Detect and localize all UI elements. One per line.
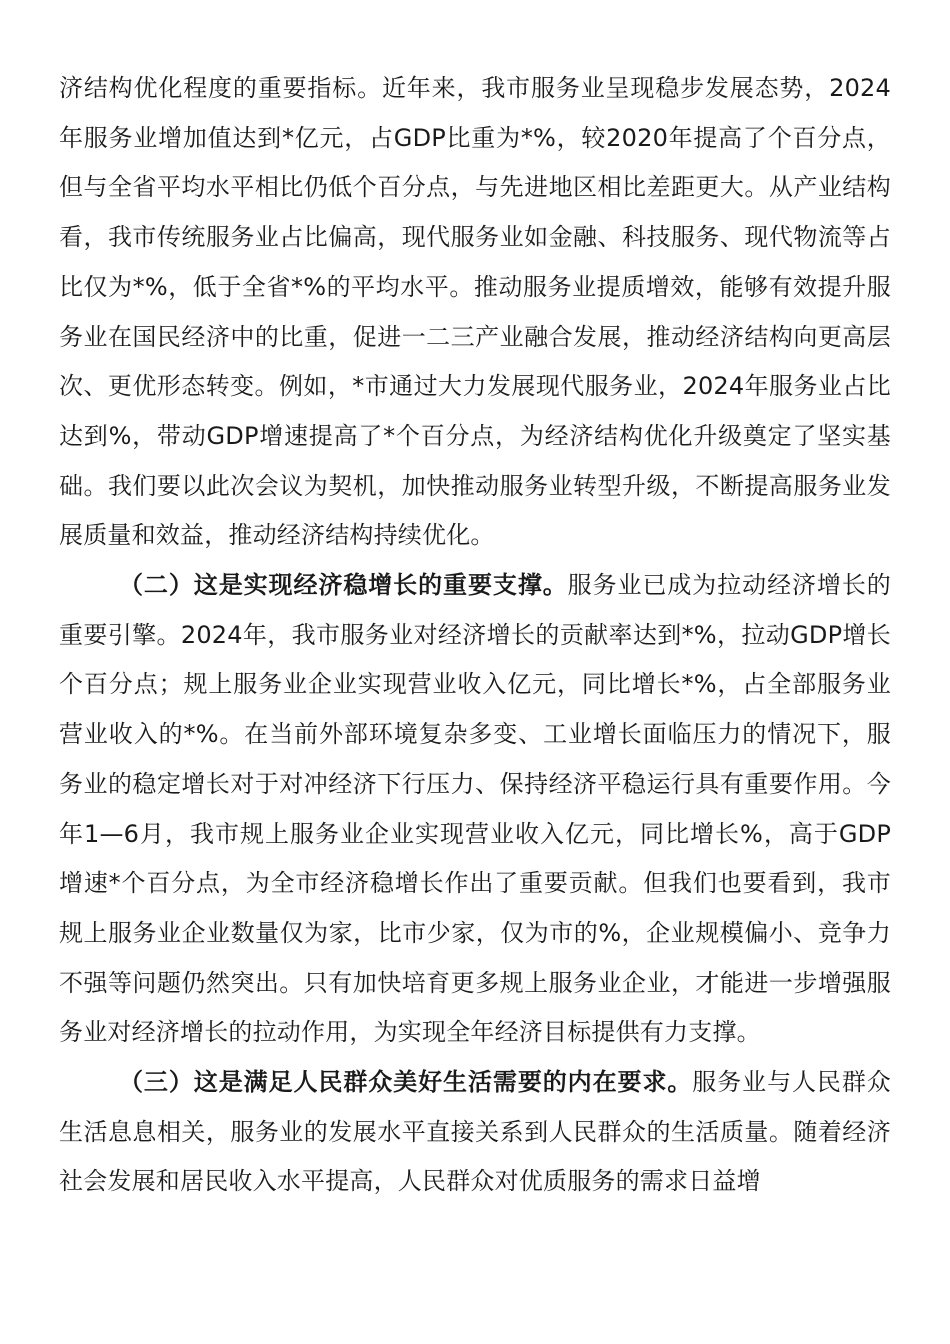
section-heading-2: （二）这是实现经济稳增长的重要支撑。: [119, 571, 568, 600]
paragraph-text: 服务业与人民群众生活息息相关，服务业的发展水平直接关系到人民群众的生活质量。随着经济社会发展和居民收入水平提高，人民群众对优质服务的需求日益增: [59, 1068, 891, 1196]
document-page: [59, 64, 891, 1207]
paragraph-better-life: [59, 1058, 891, 1207]
section-heading-3: （三）这是满足人民群众美好生活需要的内在要求。: [119, 1068, 693, 1097]
paragraph-text: 服务业已成为拉动经济增长的重要引擎。2024年，我市服务业对经济增长的贡献率达到*%，拉动GDP增长个百分点；规上服务业企业实现营业收入亿元，同比增长*%，占全部服务业营业收入的*%。在当前外部环境复杂多变、工业增长面临压力的情况下，服务业的稳定增长对于对冲经济下行压力、保持经济平稳运行具有重要作用。今年1—6月，我市规上服务业企业实现营业收入亿元，同比增长%，高于GDP增速*个百分点，为全市经济稳增长作出了重要贡献。但我们也要看到，我市规上服务业企业数量仅为家，比市少家，仅为市的%，企业规模偏小、竞争力不强等问题仍然突出。只有加快培育更多规上服务业企业，才能进一步增强服务业对经济增长的拉动作用，为实现全年经济目标提供有力支撑。: [59, 571, 891, 1047]
paragraph-text: 济结构优化程度的重要指标。近年来，我市服务业呈现稳步发展态势，2024年服务业增加值达到*亿元，占GDP比重为*%，较2020年提高了个百分点，但与全省平均水平相比仍低个百分点，与先进地区相比差距更大。从产业结构看，我市传统服务业占比偏高，现代服务业如金融、科技服务、现代物流等占比仅为*%，低于全省*%的平均水平。推动服务业提质增效，能够有效提升服务业在国民经济中的比重，促进一二三产业融合发展，推动经济结构向更高层次、更优形态转变。例如，*市通过大力发展现代服务业，2024年服务业占比达到%，带动GDP增速提高了*个百分点，为经济结构优化升级奠定了坚实基础。我们要以此次会议为契机，加快推动服务业转型升级，不断提高服务业发展质量和效益，推动经济结构持续优化。: [59, 74, 891, 550]
paragraph-economic-structure: [59, 64, 891, 561]
paragraph-stable-growth: [59, 561, 891, 1058]
